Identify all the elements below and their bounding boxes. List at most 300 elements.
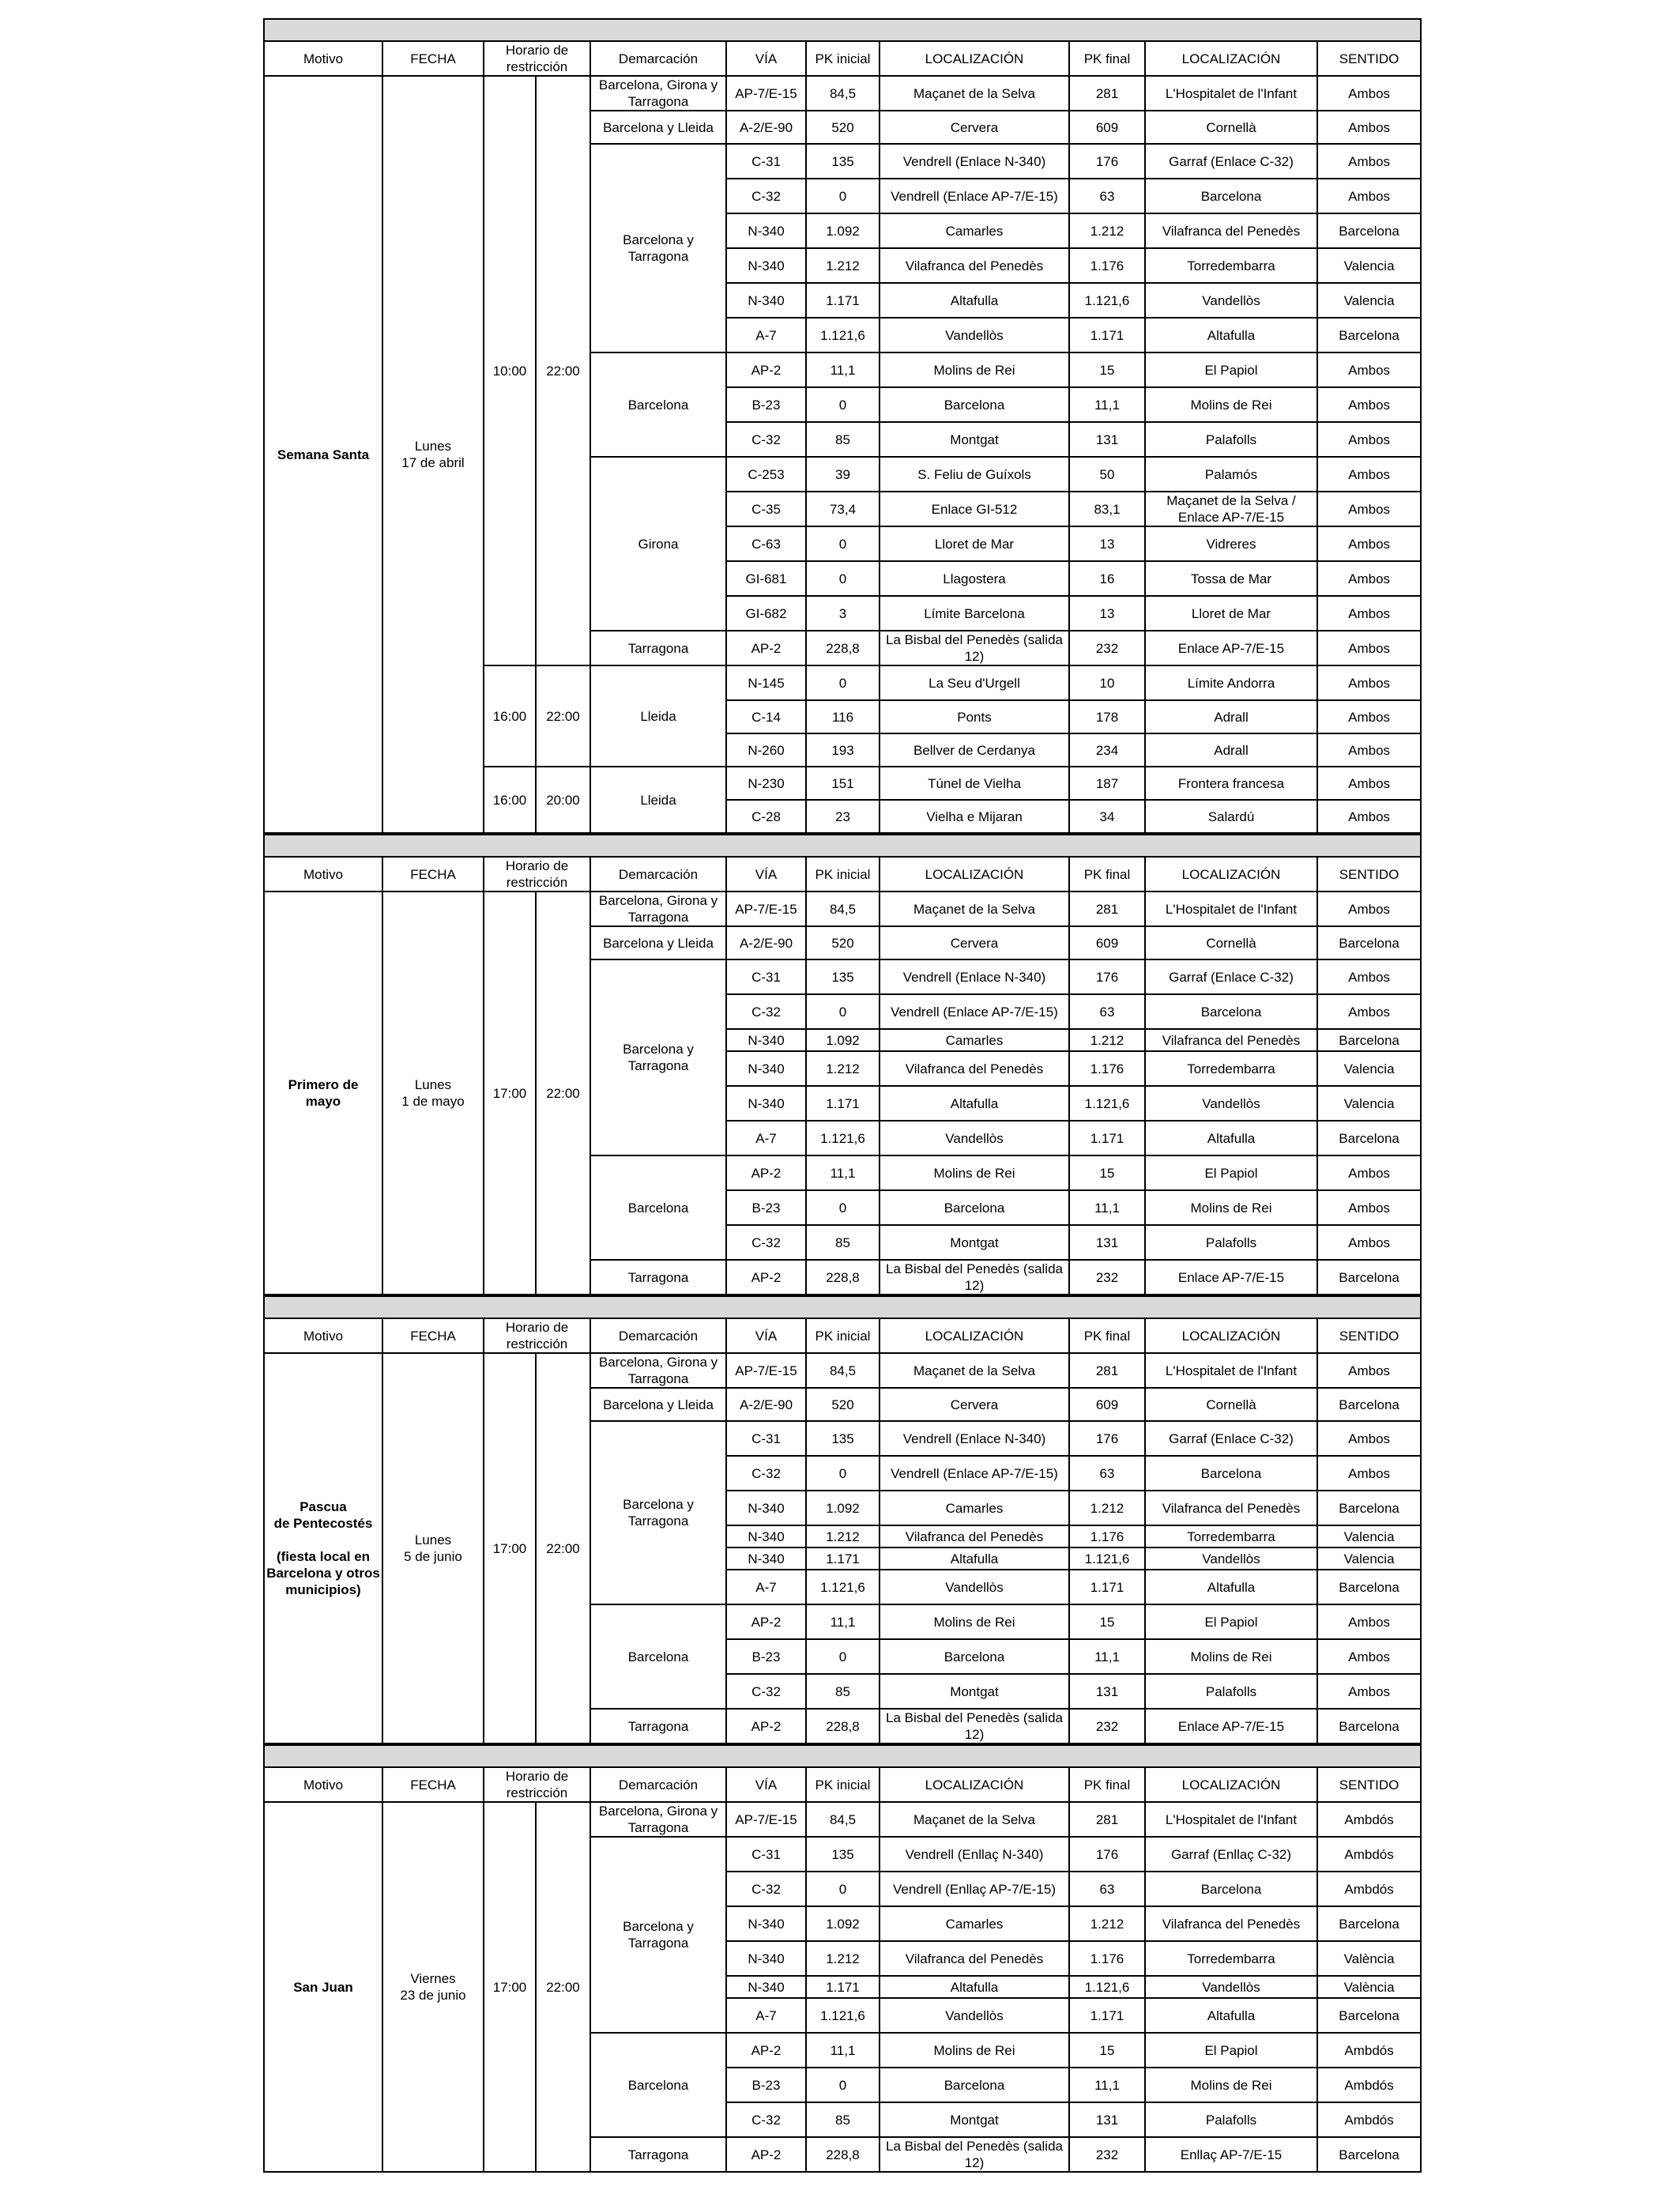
localizacion-final-cell: El Papiol xyxy=(1145,1155,1317,1190)
via-cell: N-340 xyxy=(726,1086,806,1121)
demarcacion-cell: Barcelona y Lleida xyxy=(590,111,726,144)
pk-final-cell: 232 xyxy=(1069,1260,1145,1295)
sentido-cell: Barcelona xyxy=(1317,1998,1421,2033)
pk-final-cell: 11,1 xyxy=(1069,1639,1145,1674)
header-horario: Horario de restricción xyxy=(484,1318,590,1353)
localizacion-final-cell: Garraf (Enlace C-32) xyxy=(1145,144,1317,179)
sentido-cell: Barcelona xyxy=(1317,213,1421,248)
header-via: VÍA xyxy=(726,1767,806,1802)
sentido-cell: Ambos xyxy=(1317,800,1421,833)
sentido-cell: Ambos xyxy=(1317,1353,1421,1388)
header-fecha: FECHA xyxy=(382,1318,484,1353)
sentido-cell: Valencia xyxy=(1317,248,1421,283)
localizacion-inicial-cell: Maçanet de la Selva xyxy=(880,1802,1069,1837)
localizacion-inicial-cell: Maçanet de la Selva xyxy=(880,1353,1069,1388)
localizacion-inicial-cell: Enlace GI-512 xyxy=(880,492,1069,526)
pk-final-cell: 1.176 xyxy=(1069,1941,1145,1976)
sentido-cell: Barcelona xyxy=(1317,1121,1421,1155)
localizacion-inicial-cell: Altafulla xyxy=(880,1976,1069,1998)
localizacion-inicial-cell: Camarles xyxy=(880,1029,1069,1051)
fecha-cell: Viernes 23 de junio xyxy=(382,1802,484,2172)
fecha-cell: Lunes 17 de abril xyxy=(382,76,484,833)
via-cell: AP-2 xyxy=(726,1604,806,1639)
header-sentido: SENTIDO xyxy=(1317,1318,1421,1353)
localizacion-final-cell: Molins de Rei xyxy=(1145,1639,1317,1674)
localizacion-final-cell: Vandellòs xyxy=(1145,1086,1317,1121)
demarcacion-cell: Barcelona xyxy=(590,1155,726,1260)
localizacion-final-cell: Cornellà xyxy=(1145,1388,1317,1421)
sentido-cell: Barcelona xyxy=(1317,1709,1421,1744)
sentido-cell: Barcelona xyxy=(1317,1570,1421,1604)
localizacion-inicial-cell: Llagostera xyxy=(880,561,1069,596)
via-cell: A-2/E-90 xyxy=(726,111,806,144)
sentido-cell: Ambos xyxy=(1317,700,1421,733)
pk-final-cell: 232 xyxy=(1069,631,1145,665)
localizacion-final-cell: Vandellòs xyxy=(1145,1547,1317,1570)
via-cell: AP-7/E-15 xyxy=(726,1353,806,1388)
pk-final-cell: 609 xyxy=(1069,1388,1145,1421)
localizacion-final-cell: Barcelona xyxy=(1145,1456,1317,1491)
sentido-cell: Ambos xyxy=(1317,457,1421,492)
demarcacion-cell: Barcelona y Tarragona xyxy=(590,144,726,352)
pk-inicial-cell: 1.212 xyxy=(806,1941,880,1976)
via-cell: AP-2 xyxy=(726,631,806,665)
via-cell: C-32 xyxy=(726,422,806,457)
localizacion-final-cell: Enllaç AP-7/E-15 xyxy=(1145,2137,1317,2172)
localizacion-inicial-cell: Vandellòs xyxy=(880,318,1069,352)
localizacion-inicial-cell: Vendrell (Enlace N-340) xyxy=(880,1421,1069,1456)
localizacion-inicial-cell: Vielha e Mijaran xyxy=(880,800,1069,833)
localizacion-final-cell: El Papiol xyxy=(1145,2033,1317,2068)
sentido-cell: Barcelona xyxy=(1317,2137,1421,2172)
via-cell: AP-7/E-15 xyxy=(726,892,806,926)
pk-final-cell: 1.212 xyxy=(1069,1906,1145,1941)
pk-final-cell: 131 xyxy=(1069,1674,1145,1709)
pk-final-cell: 63 xyxy=(1069,1872,1145,1906)
sentido-cell: Ambdós xyxy=(1317,1837,1421,1872)
via-cell: A-2/E-90 xyxy=(726,926,806,959)
via-cell: N-340 xyxy=(726,248,806,283)
localizacion-final-cell: Vidreres xyxy=(1145,526,1317,561)
localizacion-inicial-cell: Camarles xyxy=(880,213,1069,248)
horario-fin-cell: 22:00 xyxy=(536,76,590,665)
via-cell: C-31 xyxy=(726,959,806,994)
localizacion-final-cell: Palafolls xyxy=(1145,1674,1317,1709)
header-pk-final: PK final xyxy=(1069,857,1145,892)
demarcacion-cell: Lleida xyxy=(590,665,726,767)
localizacion-final-cell: Cornellà xyxy=(1145,111,1317,144)
pk-inicial-cell: 85 xyxy=(806,422,880,457)
pk-inicial-cell: 520 xyxy=(806,926,880,959)
demarcacion-cell: Barcelona y Lleida xyxy=(590,926,726,959)
horario-inicio-cell: 17:00 xyxy=(484,1353,536,1744)
pk-inicial-cell: 135 xyxy=(806,959,880,994)
via-cell: N-340 xyxy=(726,1491,806,1525)
demarcacion-cell: Tarragona xyxy=(590,1260,726,1295)
demarcacion-cell: Barcelona y Tarragona xyxy=(590,959,726,1155)
localizacion-final-cell: Cornellà xyxy=(1145,926,1317,959)
restriction-table xyxy=(263,1744,1422,2173)
sentido-cell: Ambos xyxy=(1317,1639,1421,1674)
via-cell: C-35 xyxy=(726,492,806,526)
pk-final-cell: 232 xyxy=(1069,2137,1145,2172)
localizacion-final-cell: Enlace AP-7/E-15 xyxy=(1145,1260,1317,1295)
via-cell: N-145 xyxy=(726,665,806,700)
localizacion-final-cell: Adrall xyxy=(1145,700,1317,733)
sentido-cell: Ambos xyxy=(1317,631,1421,665)
pk-inicial-cell: 1.212 xyxy=(806,1051,880,1086)
localizacion-inicial-cell: Bellver de Cerdanya xyxy=(880,733,1069,767)
pk-inicial-cell: 3 xyxy=(806,596,880,631)
horario-inicio-cell: 17:00 xyxy=(484,892,536,1295)
sentido-cell: Valencia xyxy=(1317,283,1421,318)
localizacion-inicial-cell: Cervera xyxy=(880,111,1069,144)
localizacion-final-cell: Tossa de Mar xyxy=(1145,561,1317,596)
localizacion-inicial-cell: Altafulla xyxy=(880,283,1069,318)
localizacion-final-cell: Palamós xyxy=(1145,457,1317,492)
pk-inicial-cell: 0 xyxy=(806,387,880,422)
localizacion-inicial-cell: Camarles xyxy=(880,1906,1069,1941)
sentido-cell: València xyxy=(1317,1941,1421,1976)
localizacion-final-cell: Palafolls xyxy=(1145,2102,1317,2137)
pk-inicial-cell: 0 xyxy=(806,526,880,561)
pk-inicial-cell: 23 xyxy=(806,800,880,833)
header-pk-inicial: PK inicial xyxy=(806,857,880,892)
sentido-cell: Valencia xyxy=(1317,1525,1421,1547)
table-row xyxy=(264,892,1421,926)
via-cell: A-7 xyxy=(726,1998,806,2033)
demarcacion-cell: Tarragona xyxy=(590,1709,726,1744)
pk-inicial-cell: 520 xyxy=(806,111,880,144)
pk-final-cell: 1.212 xyxy=(1069,213,1145,248)
pk-inicial-cell: 1.171 xyxy=(806,1086,880,1121)
sentido-cell: Barcelona xyxy=(1317,926,1421,959)
restriction-table xyxy=(263,1295,1422,1744)
sentido-cell: Ambos xyxy=(1317,387,1421,422)
demarcacion-cell: Barcelona xyxy=(590,1604,726,1709)
sentido-cell: Ambos xyxy=(1317,1674,1421,1709)
localizacion-final-cell: Molins de Rei xyxy=(1145,1190,1317,1225)
header-sentido: SENTIDO xyxy=(1317,41,1421,76)
pk-final-cell: 15 xyxy=(1069,1155,1145,1190)
via-cell: N-340 xyxy=(726,1029,806,1051)
pk-inicial-cell: 0 xyxy=(806,179,880,213)
localizacion-final-cell: Palafolls xyxy=(1145,422,1317,457)
localizacion-final-cell: Vilafranca del Penedès xyxy=(1145,1029,1317,1051)
header-localizacion-final: LOCALIZACIÓN xyxy=(1145,1318,1317,1353)
via-cell: C-32 xyxy=(726,1225,806,1260)
sentido-cell: Ambos xyxy=(1317,1421,1421,1456)
sentido-cell: Ambos xyxy=(1317,1155,1421,1190)
localizacion-inicial-cell: Vandellòs xyxy=(880,1570,1069,1604)
pk-final-cell: 176 xyxy=(1069,1421,1145,1456)
horario-fin-cell: 22:00 xyxy=(536,665,590,767)
pk-final-cell: 281 xyxy=(1069,892,1145,926)
sentido-cell: Ambos xyxy=(1317,892,1421,926)
pk-inicial-cell: 1.121,6 xyxy=(806,1121,880,1155)
header-via: VÍA xyxy=(726,1318,806,1353)
localizacion-final-cell: Vilafranca del Penedès xyxy=(1145,213,1317,248)
via-cell: A-2/E-90 xyxy=(726,1388,806,1421)
header-motivo: Motivo xyxy=(264,857,382,892)
localizacion-inicial-cell: Vandellòs xyxy=(880,1998,1069,2033)
pk-inicial-cell: 228,8 xyxy=(806,631,880,665)
sentido-cell: València xyxy=(1317,1976,1421,1998)
section-separator xyxy=(264,19,1421,41)
pk-final-cell: 1.171 xyxy=(1069,1121,1145,1155)
table-row xyxy=(264,1353,1421,1388)
via-cell: C-32 xyxy=(726,179,806,213)
header-pk-inicial: PK inicial xyxy=(806,41,880,76)
sentido-cell: Ambos xyxy=(1317,665,1421,700)
localizacion-inicial-cell: Barcelona xyxy=(880,2068,1069,2102)
header-via: VÍA xyxy=(726,41,806,76)
via-cell: C-32 xyxy=(726,1674,806,1709)
pk-inicial-cell: 84,5 xyxy=(806,1353,880,1388)
localizacion-final-cell: Altafulla xyxy=(1145,318,1317,352)
pk-final-cell: 63 xyxy=(1069,1456,1145,1491)
localizacion-inicial-cell: La Bisbal del Penedès (salida 12) xyxy=(880,1260,1069,1295)
pk-inicial-cell: 151 xyxy=(806,767,880,800)
localizacion-inicial-cell: Cervera xyxy=(880,1388,1069,1421)
localizacion-inicial-cell: Ponts xyxy=(880,700,1069,733)
fecha-cell: Lunes 1 de mayo xyxy=(382,892,484,1295)
demarcacion-cell: Barcelona, Girona y Tarragona xyxy=(590,1353,726,1388)
demarcacion-cell: Barcelona xyxy=(590,2033,726,2137)
sentido-cell: Ambos xyxy=(1317,144,1421,179)
pk-inicial-cell: 0 xyxy=(806,1639,880,1674)
via-cell: A-7 xyxy=(726,1570,806,1604)
sentido-cell: Ambdós xyxy=(1317,1872,1421,1906)
pk-final-cell: 1.171 xyxy=(1069,1998,1145,2033)
pk-final-cell: 1.121,6 xyxy=(1069,1547,1145,1570)
localizacion-inicial-cell: Vendrell (Enlace N-340) xyxy=(880,144,1069,179)
via-cell: N-260 xyxy=(726,733,806,767)
demarcacion-cell: Barcelona, Girona y Tarragona xyxy=(590,76,726,111)
pk-final-cell: 1.212 xyxy=(1069,1491,1145,1525)
header-localizacion-final: LOCALIZACIÓN xyxy=(1145,1767,1317,1802)
header-pk-final: PK final xyxy=(1069,1318,1145,1353)
pk-inicial-cell: 1.092 xyxy=(806,1491,880,1525)
pk-final-cell: 11,1 xyxy=(1069,1190,1145,1225)
sentido-cell: Valencia xyxy=(1317,1086,1421,1121)
localizacion-final-cell: Torredembarra xyxy=(1145,1525,1317,1547)
localizacion-inicial-cell: La Bisbal del Penedès (salida 12) xyxy=(880,1709,1069,1744)
localizacion-final-cell: Adrall xyxy=(1145,733,1317,767)
pk-final-cell: 609 xyxy=(1069,111,1145,144)
via-cell: AP-2 xyxy=(726,2137,806,2172)
via-cell: N-340 xyxy=(726,283,806,318)
localizacion-final-cell: L'Hospitalet de l'Infant xyxy=(1145,1353,1317,1388)
localizacion-final-cell: Torredembarra xyxy=(1145,1941,1317,1976)
pk-inicial-cell: 228,8 xyxy=(806,1260,880,1295)
header-localizacion-inicial: LOCALIZACIÓN xyxy=(880,1318,1069,1353)
header-localizacion-inicial: LOCALIZACIÓN xyxy=(880,41,1069,76)
via-cell: AP-2 xyxy=(726,2033,806,2068)
fecha-cell: Lunes 5 de junio xyxy=(382,1353,484,1744)
pk-final-cell: 176 xyxy=(1069,144,1145,179)
pk-inicial-cell: 85 xyxy=(806,2102,880,2137)
localizacion-final-cell: L'Hospitalet de l'Infant xyxy=(1145,1802,1317,1837)
sentido-cell: Valencia xyxy=(1317,1051,1421,1086)
pk-final-cell: 63 xyxy=(1069,179,1145,213)
pk-final-cell: 131 xyxy=(1069,1225,1145,1260)
pk-inicial-cell: 135 xyxy=(806,1837,880,1872)
header-localizacion-final: LOCALIZACIÓN xyxy=(1145,41,1317,76)
via-cell: C-32 xyxy=(726,1456,806,1491)
localizacion-final-cell: Enlace AP-7/E-15 xyxy=(1145,631,1317,665)
restriction-table xyxy=(263,834,1422,1295)
demarcacion-cell: Tarragona xyxy=(590,631,726,665)
pk-inicial-cell: 228,8 xyxy=(806,1709,880,1744)
localizacion-inicial-cell: Montgat xyxy=(880,1225,1069,1260)
header-demarcacion: Demarcación xyxy=(590,1318,726,1353)
via-cell: C-253 xyxy=(726,457,806,492)
localizacion-inicial-cell: Vendrell (Enllaç AP-7/E-15) xyxy=(880,1872,1069,1906)
localizacion-final-cell: Palafolls xyxy=(1145,1225,1317,1260)
pk-final-cell: 1.212 xyxy=(1069,1029,1145,1051)
localizacion-final-cell: Altafulla xyxy=(1145,1998,1317,2033)
pk-final-cell: 34 xyxy=(1069,800,1145,833)
localizacion-inicial-cell: Vendrell (Enllaç N-340) xyxy=(880,1837,1069,1872)
localizacion-inicial-cell: Vandellòs xyxy=(880,1121,1069,1155)
horario-inicio-cell: 16:00 xyxy=(484,767,536,833)
pk-final-cell: 83,1 xyxy=(1069,492,1145,526)
header-sentido: SENTIDO xyxy=(1317,857,1421,892)
pk-inicial-cell: 1.171 xyxy=(806,283,880,318)
via-cell: C-32 xyxy=(726,2102,806,2137)
localizacion-final-cell: Garraf (Enlace C-32) xyxy=(1145,959,1317,994)
localizacion-final-cell: Altafulla xyxy=(1145,1121,1317,1155)
sentido-cell: Ambos xyxy=(1317,994,1421,1029)
horario-inicio-cell: 10:00 xyxy=(484,76,536,665)
pk-inicial-cell: 84,5 xyxy=(806,1802,880,1837)
via-cell: A-7 xyxy=(726,318,806,352)
localizacion-inicial-cell: Montgat xyxy=(880,422,1069,457)
restriction-table xyxy=(263,18,1422,834)
header-demarcacion: Demarcación xyxy=(590,41,726,76)
sentido-cell: Ambos xyxy=(1317,1604,1421,1639)
demarcacion-cell: Barcelona xyxy=(590,352,726,457)
localizacion-inicial-cell: Lloret de Mar xyxy=(880,526,1069,561)
via-cell: C-63 xyxy=(726,526,806,561)
sentido-cell: Barcelona xyxy=(1317,318,1421,352)
pk-final-cell: 131 xyxy=(1069,422,1145,457)
sentido-cell: Ambos xyxy=(1317,422,1421,457)
localizacion-inicial-cell: Vilafranca del Penedès xyxy=(880,1525,1069,1547)
pk-final-cell: 176 xyxy=(1069,959,1145,994)
localizacion-final-cell: Torredembarra xyxy=(1145,248,1317,283)
via-cell: N-340 xyxy=(726,1547,806,1570)
via-cell: B-23 xyxy=(726,1639,806,1674)
header-fecha: FECHA xyxy=(382,1767,484,1802)
via-cell: N-340 xyxy=(726,1051,806,1086)
horario-inicio-cell: 16:00 xyxy=(484,665,536,767)
pk-inicial-cell: 1.171 xyxy=(806,1547,880,1570)
via-cell: N-340 xyxy=(726,213,806,248)
motivo-cell: Semana Santa xyxy=(264,76,382,833)
sentido-cell: Barcelona xyxy=(1317,1491,1421,1525)
sentido-cell: Ambos xyxy=(1317,561,1421,596)
pk-final-cell: 16 xyxy=(1069,561,1145,596)
localizacion-inicial-cell: Molins de Rei xyxy=(880,352,1069,387)
demarcacion-cell: Tarragona xyxy=(590,2137,726,2172)
pk-final-cell: 11,1 xyxy=(1069,2068,1145,2102)
header-horario: Horario de restricción xyxy=(484,1767,590,1802)
pk-inicial-cell: 193 xyxy=(806,733,880,767)
header-demarcacion: Demarcación xyxy=(590,1767,726,1802)
localizacion-inicial-cell: Vendrell (Enlace AP-7/E-15) xyxy=(880,994,1069,1029)
localizacion-inicial-cell: Molins de Rei xyxy=(880,2033,1069,2068)
via-cell: N-340 xyxy=(726,1906,806,1941)
via-cell: AP-2 xyxy=(726,1709,806,1744)
pk-final-cell: 1.121,6 xyxy=(1069,283,1145,318)
sentido-cell: Ambos xyxy=(1317,733,1421,767)
via-cell: B-23 xyxy=(726,1190,806,1225)
localizacion-final-cell: Barcelona xyxy=(1145,994,1317,1029)
header-localizacion-inicial: LOCALIZACIÓN xyxy=(880,1767,1069,1802)
restrictions-document xyxy=(263,18,1420,2173)
localizacion-inicial-cell: Vendrell (Enlace AP-7/E-15) xyxy=(880,1456,1069,1491)
localizacion-inicial-cell: Vilafranca del Penedès xyxy=(880,1051,1069,1086)
header-fecha: FECHA xyxy=(382,857,484,892)
via-cell: GI-682 xyxy=(726,596,806,631)
localizacion-final-cell: Vandellòs xyxy=(1145,283,1317,318)
localizacion-inicial-cell: La Seu d'Urgell xyxy=(880,665,1069,700)
via-cell: C-31 xyxy=(726,1421,806,1456)
sentido-cell: Ambdós xyxy=(1317,2068,1421,2102)
sentido-cell: Ambos xyxy=(1317,1190,1421,1225)
pk-inicial-cell: 1.121,6 xyxy=(806,1570,880,1604)
pk-inicial-cell: 0 xyxy=(806,1190,880,1225)
horario-inicio-cell: 17:00 xyxy=(484,1802,536,2172)
pk-inicial-cell: 39 xyxy=(806,457,880,492)
localizacion-final-cell: Vandellòs xyxy=(1145,1976,1317,1998)
pk-final-cell: 63 xyxy=(1069,994,1145,1029)
sentido-cell: Ambos xyxy=(1317,76,1421,111)
sentido-cell: Ambdós xyxy=(1317,2033,1421,2068)
section-separator xyxy=(264,1745,1421,1767)
pk-inicial-cell: 1.092 xyxy=(806,1029,880,1051)
header-horario: Horario de restricción xyxy=(484,41,590,76)
localizacion-final-cell: Límite Andorra xyxy=(1145,665,1317,700)
motivo-cell: San Juan xyxy=(264,1802,382,2172)
pk-final-cell: 234 xyxy=(1069,733,1145,767)
sentido-cell: Barcelona xyxy=(1317,1260,1421,1295)
header-pk-final: PK final xyxy=(1069,41,1145,76)
localizacion-final-cell: Lloret de Mar xyxy=(1145,596,1317,631)
localizacion-inicial-cell: La Bisbal del Penedès (salida 12) xyxy=(880,2137,1069,2172)
sentido-cell: Ambos xyxy=(1317,1225,1421,1260)
localizacion-inicial-cell: La Bisbal del Penedès (salida 12) xyxy=(880,631,1069,665)
localizacion-inicial-cell: Molins de Rei xyxy=(880,1604,1069,1639)
localizacion-final-cell: Frontera francesa xyxy=(1145,767,1317,800)
header-demarcacion: Demarcación xyxy=(590,857,726,892)
sentido-cell: Ambos xyxy=(1317,526,1421,561)
localizacion-inicial-cell: Altafulla xyxy=(880,1086,1069,1121)
localizacion-inicial-cell: Maçanet de la Selva xyxy=(880,76,1069,111)
localizacion-inicial-cell: Barcelona xyxy=(880,387,1069,422)
localizacion-inicial-cell: Camarles xyxy=(880,1491,1069,1525)
pk-inicial-cell: 85 xyxy=(806,1225,880,1260)
pk-inicial-cell: 11,1 xyxy=(806,1155,880,1190)
table-row xyxy=(264,76,1421,111)
via-cell: AP-2 xyxy=(726,352,806,387)
pk-final-cell: 187 xyxy=(1069,767,1145,800)
section-separator xyxy=(264,1296,1421,1318)
demarcacion-cell: Barcelona y Tarragona xyxy=(590,1421,726,1604)
via-cell: N-340 xyxy=(726,1941,806,1976)
